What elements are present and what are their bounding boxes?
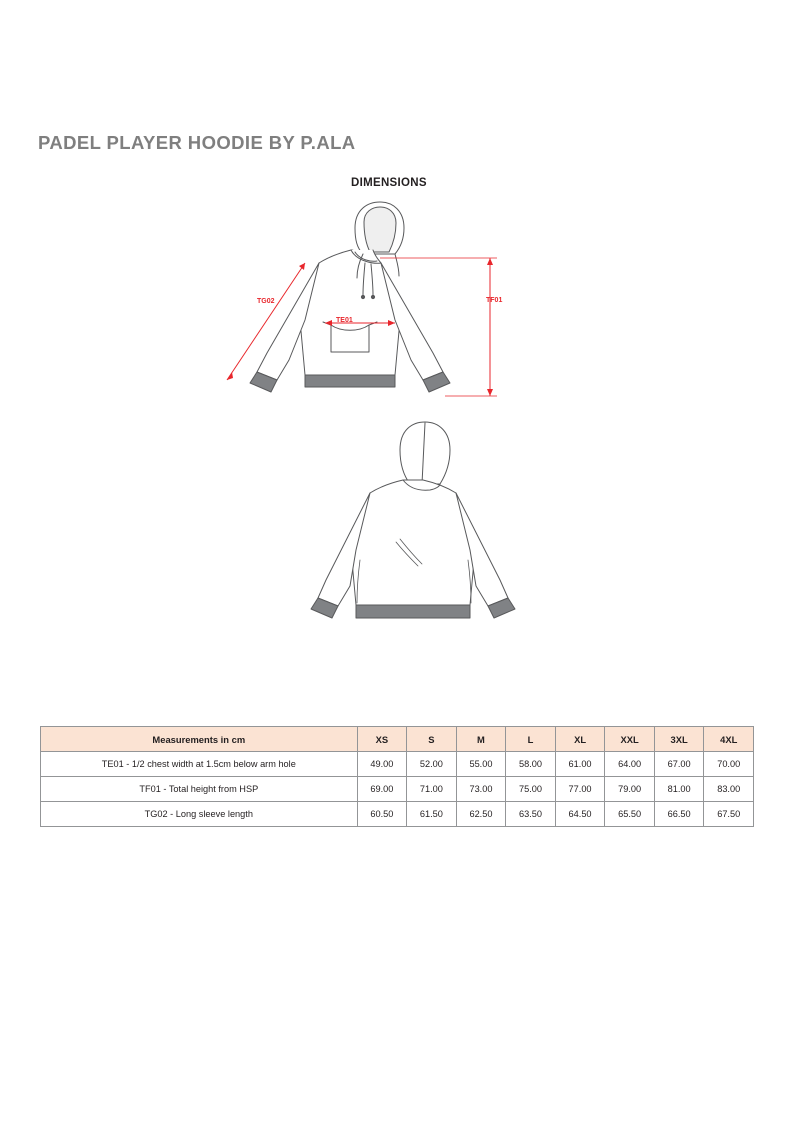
row-label-tf01: TF01 - Total height from HSP [41, 777, 358, 802]
dimensions-heading: DIMENSIONS [351, 177, 427, 189]
header-size-xxl: XXL [605, 727, 655, 752]
cell-te01-4xl: 70.00 [704, 752, 754, 777]
cell-tf01-3xl: 81.00 [654, 777, 704, 802]
cell-tg02-s: 61.50 [407, 802, 457, 827]
cell-te01-xs: 49.00 [357, 752, 407, 777]
cell-tg02-xxl: 65.50 [605, 802, 655, 827]
cell-tg02-m: 62.50 [456, 802, 506, 827]
cell-tf01-xl: 77.00 [555, 777, 605, 802]
row-label-te01: TE01 - 1/2 chest width at 1.5cm below arm hole [41, 752, 358, 777]
header-size-3xl: 3XL [654, 727, 704, 752]
header-size-m: M [456, 727, 506, 752]
cell-tg02-xs: 60.50 [357, 802, 407, 827]
table-row [41, 802, 754, 827]
header-size-xs: XS [357, 727, 407, 752]
header-size-s: S [407, 727, 457, 752]
callout-tf01: TF01 [486, 297, 503, 304]
cell-te01-s: 52.00 [407, 752, 457, 777]
cell-tf01-s: 71.00 [407, 777, 457, 802]
hoodie-front-view [205, 200, 535, 415]
cell-tf01-4xl: 83.00 [704, 777, 754, 802]
header-size-4xl: 4XL [704, 727, 754, 752]
cell-tf01-m: 73.00 [456, 777, 506, 802]
cell-tf01-xxl: 79.00 [605, 777, 655, 802]
cell-tg02-xl: 64.50 [555, 802, 605, 827]
cell-tg02-l: 63.50 [506, 802, 556, 827]
cell-tg02-3xl: 66.50 [654, 802, 704, 827]
hoodie-back-view [300, 420, 530, 635]
header-size-l: L [506, 727, 556, 752]
cell-te01-l: 58.00 [506, 752, 556, 777]
cell-tf01-xs: 69.00 [357, 777, 407, 802]
callout-te01: TE01 [336, 317, 353, 324]
table-row [41, 777, 754, 802]
callout-tg02: TG02 [257, 298, 275, 305]
cell-tf01-l: 75.00 [506, 777, 556, 802]
cell-te01-xl: 61.00 [555, 752, 605, 777]
row-label-tg02: TG02 - Long sleeve length [41, 802, 358, 827]
cell-te01-m: 55.00 [456, 752, 506, 777]
cell-tg02-4xl: 67.50 [704, 802, 754, 827]
page-title: PADEL PLAYER HOODIE BY P.ALA [38, 132, 356, 153]
table-header-row [41, 727, 754, 752]
header-size-xl: XL [555, 727, 605, 752]
table-row [41, 752, 754, 777]
header-measurements-label: Measurements in cm [41, 727, 358, 752]
cell-te01-3xl: 67.00 [654, 752, 704, 777]
measurements-table [40, 726, 754, 827]
cell-te01-xxl: 64.00 [605, 752, 655, 777]
